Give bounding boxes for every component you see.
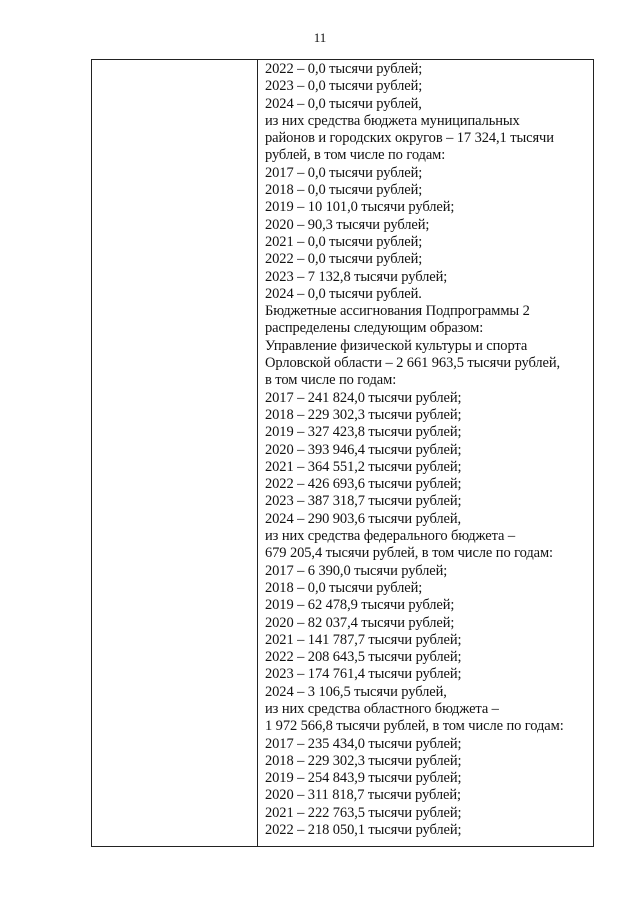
budget-table	[91, 59, 594, 847]
text-line: Бюджетные ассигнования Подпрограммы 2	[265, 303, 530, 320]
text-line: 2022 – 0,0 тысячи рублей;	[265, 251, 423, 268]
text-line: 2021 – 0,0 тысячи рублей;	[265, 233, 423, 250]
text-line: 2018 – 229 302,3 тысячи рублей;	[265, 752, 462, 769]
text-line: 2024 – 3 106,5 тысячи рублей,	[265, 683, 447, 700]
text-line: 2017 – 235 434,0 тысячи рублей;	[265, 735, 462, 752]
text-line: 2022 – 218 050,1 тысячи рублей;	[265, 822, 462, 839]
text-line: 1 972 566,8 тысячи рублей, в том числе по годам:	[265, 718, 564, 735]
text-line: 2021 – 364 551,2 тысячи рублей;	[265, 458, 462, 475]
text-line: 2020 – 90,3 тысячи рублей;	[265, 216, 430, 233]
text-line: Орловской области – 2 661 963,5 тысячи рублей,	[265, 355, 561, 372]
text-line: 2021 – 222 763,5 тысячи рублей;	[265, 804, 462, 821]
text-line: 2019 – 62 478,9 тысячи рублей;	[265, 597, 455, 614]
table-left-cell	[92, 60, 257, 846]
text-line: 2021 – 141 787,7 тысячи рублей;	[265, 631, 462, 648]
text-line: 2022 – 208 643,5 тысячи рублей;	[265, 649, 462, 666]
text-line: 2019 – 327 423,8 тысячи рублей;	[265, 424, 462, 441]
table-right-cell	[265, 61, 590, 839]
text-line: в том числе по годам:	[265, 372, 397, 389]
text-line: 2017 – 0,0 тысячи рублей;	[265, 164, 423, 181]
text-line: 2023 – 174 761,4 тысячи рублей;	[265, 666, 462, 683]
text-line: 2018 – 0,0 тысячи рублей;	[265, 182, 423, 199]
text-line: 2023 – 387 318,7 тысячи рублей;	[265, 493, 462, 510]
text-line: 2020 – 82 037,4 тысячи рублей;	[265, 614, 455, 631]
text-line: 2022 – 426 693,6 тысячи рублей;	[265, 476, 462, 493]
text-line: из них средства федерального бюджета –	[265, 528, 516, 545]
text-line: 2017 – 241 824,0 тысячи рублей;	[265, 389, 462, 406]
text-line: рублей, в том числе по годам:	[265, 147, 446, 164]
column-divider	[257, 60, 258, 846]
page-number: 11	[313, 30, 327, 45]
text-line: 2019 – 254 843,9 тысячи рублей;	[265, 770, 462, 787]
text-line: 2018 – 0,0 тысячи рублей;	[265, 579, 423, 596]
text-line: 2022 – 0,0 тысячи рублей;	[265, 61, 423, 77]
text-line: из них средства областного бюджета –	[265, 700, 499, 717]
text-line: из них средства бюджета муниципальных	[265, 112, 520, 129]
text-line: распределены следующим образом:	[265, 320, 484, 337]
text-line: 2018 – 229 302,3 тысячи рублей;	[265, 406, 462, 423]
text-line: 2024 – 0,0 тысячи рублей.	[265, 285, 422, 302]
text-line: 2023 – 7 132,8 тысячи рублей;	[265, 268, 448, 285]
text-line: 2024 – 0,0 тысячи рублей,	[265, 95, 422, 112]
text-line: 2024 – 290 903,6 тысячи рублей,	[265, 510, 462, 527]
text-line: Управление физической культуры и спорта	[265, 337, 528, 354]
text-line: 2019 – 10 101,0 тысячи рублей;	[265, 199, 455, 216]
text-line: 2020 – 311 818,7 тысячи рублей;	[265, 787, 461, 804]
text-line: районов и городских округов – 17 324,1 тысячи	[265, 130, 554, 147]
text-line: 2023 – 0,0 тысячи рублей;	[265, 78, 423, 95]
text-line: 679 205,4 тысячи рублей, в том числе по годам:	[265, 545, 553, 562]
text-line: 2020 – 393 946,4 тысячи рублей;	[265, 441, 462, 458]
text-line: 2017 – 6 390,0 тысячи рублей;	[265, 562, 448, 579]
